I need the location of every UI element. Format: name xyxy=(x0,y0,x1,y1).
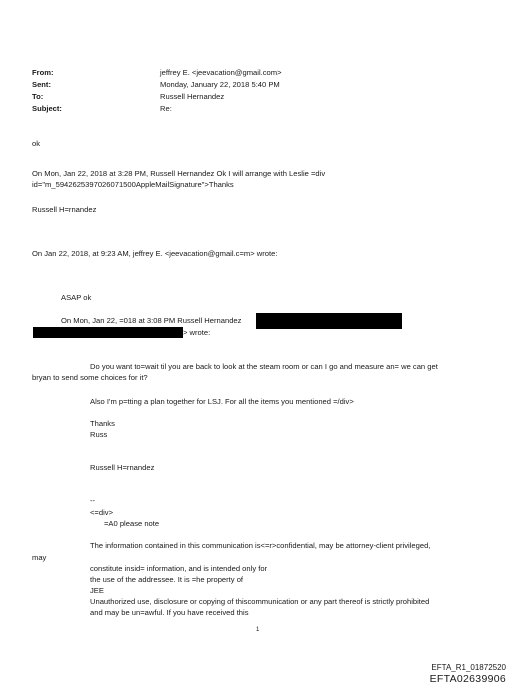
div-tag-line: <=div> xyxy=(90,508,114,517)
page-number: 1 xyxy=(256,627,260,633)
plan-line: Also I'm p=tting a plan together for LSJ. For all the items you mentioned =/div> xyxy=(90,397,354,406)
thanks-line: Thanks xyxy=(90,419,115,428)
redaction-block xyxy=(256,313,402,329)
confidential-notice-line1: The information contained in this communication is<=r>confidential, may be attorney-client privileged, xyxy=(90,541,431,550)
confidential-notice-line3: the use of the addressee. It is =he property of xyxy=(90,575,244,584)
bates-number-2: EFTA02639906 xyxy=(429,673,506,685)
confidential-notice-line2: constitute insid= information, and is intended only for xyxy=(90,564,268,573)
a0-note-line: =A0 please note xyxy=(104,519,160,528)
quote3-line2: > wrote: xyxy=(183,328,211,337)
quote1-line2: id="m_5942625397026071500AppleMailSignature">Thanks xyxy=(32,180,234,189)
quote3-line1: On Mon, Jan 22, =018 at 3:08 PM Russell Hernandez xyxy=(61,316,242,325)
reply-ok: ok xyxy=(32,139,41,148)
signature-1: Russell H=rnandez xyxy=(32,205,97,214)
bates-number-1: EFTA_R1_01872520 xyxy=(431,663,506,672)
to-value: Russell Hernandez xyxy=(160,92,225,101)
unauthorized-line1: Unauthorized use, disclosure or copying of thiscommunication or any part thereof is strictly prohibited xyxy=(90,597,430,606)
signature-2: Russell H=rnandez xyxy=(90,463,155,472)
message-line1: Do you want to=wait til you are back to look at the steam room or can I go and measure an= we can get xyxy=(90,362,438,371)
from-label: From: xyxy=(32,68,54,77)
unauthorized-line2: and may be un=awful. If you have received this xyxy=(90,608,249,617)
redaction-block xyxy=(33,327,183,338)
quote1-line1: On Mon, Jan 22, 2018 at 3:28 PM, Russell Hernandez Ok I will arrange with Leslie =div xyxy=(32,169,326,178)
confidential-notice-may: may xyxy=(32,553,47,562)
quote2: On Jan 22, 2018, at 9:23 AM, jeffrey E. <jeevacation@gmail.c=m> wrote: xyxy=(32,249,278,258)
sent-label: Sent: xyxy=(32,80,51,89)
asap-line: ASAP ok xyxy=(61,293,92,302)
russ-line: Russ xyxy=(90,430,108,439)
subject-label: Subject: xyxy=(32,104,62,113)
subject-value: Re: xyxy=(160,104,172,113)
separator-dashes: -- xyxy=(90,496,96,505)
confidential-notice-jee: JEE xyxy=(90,586,104,595)
from-value: jeffrey E. <jeevacation@gmail.com> xyxy=(160,68,282,77)
to-label: To: xyxy=(32,92,44,101)
sent-value: Monday, January 22, 2018 5:40 PM xyxy=(160,80,280,89)
message-line2: bryan to send some choices for it? xyxy=(32,373,148,382)
